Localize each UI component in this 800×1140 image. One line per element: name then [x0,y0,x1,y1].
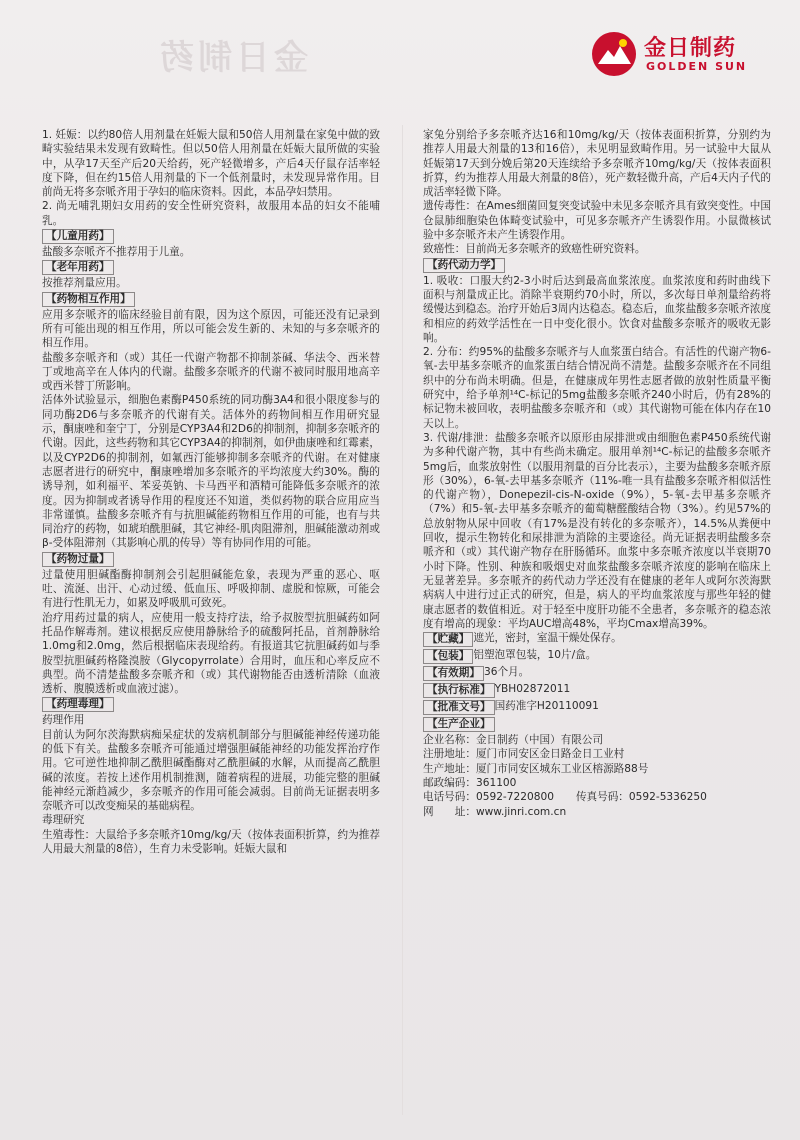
golden-sun-mountain-icon [590,30,638,78]
pharmacology-subheading: 药理作用 [42,714,85,727]
website-label: 网 址： [423,805,476,818]
registered-address-value: 厦门市同安区金日路金日工业村 [475,748,625,761]
distribution-paragraph: 2. 分布：约95%的盐酸多奈哌齐与人血浆蛋白结合。有活性的代谢产物6-氧-去甲基多奈哌齐的血浆蛋白结合情况尚不清楚。盐酸多奈哌齐在不同组织中的分布尚未明确。但是，在健康成年男性志愿者做的放射性质量平衡研究中，给予单剂¹⁴C-标记的5mg盐酸多奈哌齐240小时后，仍有28%的标记物未被回收，表明盐酸多奈哌齐和（或）其代谢物可能在体内存在10天以上。 [423,346,771,430]
overdose-paragraph-2: 治疗用药过量的病人，应使用一般支持疗法，给予叔胺型抗胆碱药如阿托品作解毒剂。建议根据反应使用静脉给予的硫酸阿托品，首剂静脉给1.0mg和2.0mg，然后根据临床表现给药。有报道其它抗胆碱药如与季胺型抗胆碱药格隆溴胺（Glycopyrrolate）合用时，血压和心率反应不典型。尚不清楚盐酸多奈哌齐和（或）其代谢物能否由透析清除（血液透析、腹膜透析或血液过滤）。 [42,611,380,696]
website-row [423,805,771,819]
logo-english-name: GOLDEN SUN [646,60,748,73]
pharmacology-paragraph: 目前认为阿尔茨海默病痴呆症状的发病机制部分与胆碱能神经传递功能的低下有关。盐酸多奈哌齐可能通过增强胆碱能神经的功能发挥治疗作用。它可逆性地抑制乙酰胆碱酯酶对乙酰胆碱的水解，从而提高乙酰胆碱的浓度。若按上述作用机制推测，随着病程的进展，功能完整的胆碱能神经元渐趋减少，多奈哌齐的作用可能会减弱。目前尚无证据表明多奈哌齐可以改变痴呆的基础病程。 [42,728,380,813]
standard-value: YBH02872011 [494,683,571,696]
section-heading-validity: 【有效期】 [423,666,484,681]
company-logo [590,28,780,83]
phone-label: 电话号码： [423,791,476,804]
storage-row [423,631,771,648]
section-heading-elderly: 【老年用药】 [42,260,114,275]
section-heading-package: 【包装】 [423,649,473,664]
logo-chinese-name: 金日制药 [644,36,737,61]
zip-row [423,776,771,790]
section-heading-approval: 【批准文号】 [423,700,495,715]
toxicology-paragraph: 生殖毒性：大鼠给予多奈哌齐10mg/kg/天（按体表面积折算，约为推荐人用最大剂量的8倍），生育力未受影响。妊娠大鼠和 [42,828,380,856]
package-row [423,648,771,665]
interactions-paragraph-1: 应用多奈哌齐的临床经验目前有限，因为这个原因，可能还没有记录到所有可能出现的相互作用，所以可能会发生新的、未知的与多奈哌齐的相互作用。 [42,308,380,350]
section-heading-storage: 【贮藏】 [423,632,473,647]
section-heading-pharmacokinetics: 【药代动力学】 [423,258,505,273]
lactation-paragraph: 2. 尚无哺乳期妇女用药的安全性研究资料，故服用本品的妇女不能哺乳。 [42,200,380,227]
fax-label: 传真号码： [575,791,629,804]
registered-address-row [423,747,771,761]
fax-value: 0592-5336250 [628,791,707,804]
genotoxicity-paragraph: 遗传毒性：在Ames细菌回复突变试验中未见多奈哌齐具有致突变性。中国仓鼠肺细胞染色体畸变试验中，可见多奈哌齐产生诱裂作用。小鼠微核试验中多奈哌齐未产生诱裂作用。 [423,200,771,242]
phone-entry [423,790,554,804]
section-heading-pharmacology-toxicology: 【药理毒理】 [42,697,114,712]
absorption-paragraph: 1. 吸收：口服大约2-3小时后达到最高血浆浓度。血浆浓度和药时曲线下面积与剂量成正比。消除半衰期约70小时，所以，多次每日单剂量给药将缓慢达到稳态。治疗开始后3周内达稳态。稳态后，血浆盐酸多奈哌齐浓度和相应的药效学活性在一日中变化很小。饮食对盐酸多奈哌齐的吸收无影响。 [423,274,771,344]
carcinogenicity-paragraph: 致癌性：目前尚无多奈哌齐的致癌性研究资料。 [423,243,646,256]
toxicology-continued-paragraph: 家兔分别给予多奈哌齐达16和10mg/kg/天（按体表面积折算，分别约为推荐人用最大剂量的13和16倍），未见明显致畸作用。另一试验中大鼠从妊娠第17天到分娩后第20天连续给予多奈哌齐10mg/kg/天（按体表面积折算，约为推荐人用最大剂量的8倍），死产数轻微升高，产后4天内子代的成活率轻微下降。 [423,129,771,199]
validity-row [423,665,771,682]
company-label: 企业名称： [423,734,476,747]
zip-label: 邮政编码： [423,776,476,789]
phone-value: 0592-7220800 [475,791,554,804]
ghost-header-text: 金日制药 [156,38,308,78]
section-heading-overdose: 【药物过量】 [42,552,114,567]
children-paragraph: 盐酸多奈哌齐不推荐用于儿童。 [42,246,191,259]
validity-value: 36个月。 [483,666,530,679]
package-value: 铝塑泡罩包装，10片/盒。 [473,649,597,662]
elderly-paragraph: 按推荐剂量应用。 [42,277,127,290]
storage-value: 遮光，密封，室温干燥处保存。 [473,632,622,645]
phone-fax-row [423,790,771,804]
production-address-value: 厦门市同安区城东工业区榕源路88号 [475,762,649,775]
production-address-row [423,762,771,776]
pregnancy-paragraph: 1. 妊娠：以约80倍人用剂量在妊娠大鼠和50倍人用剂量在家兔中做的致畸实验结果未发现有致畸性。但以50倍人用剂量在妊娠大鼠所做的实验中，从孕17天至产后20天给药，死产轻微增多，产后4天仔鼠存活率轻度下降，但在约15倍人用剂量的下一个低剂量时，未发现异常作用。目前尚无将多奈哌齐用于孕妇的临床资料。因此，本品孕妇禁用。 [42,129,380,199]
fax-entry [576,790,707,804]
registered-address-label: 注册地址： [423,748,476,761]
interactions-paragraph-3: 活体外试验显示，细胞色素酶P450系统的同功酶3A4和很小限度参与的同功酶2D6与多奈哌齐的代谢有关。活体外的药物间相互作用研究显示，酮康唑和奎宁丁，分别是CYP3A4和2D6的抑制剂，抑制多奈哌齐的代谢。因此，这些药物和其它CYP3A4的抑制剂，如伊曲康唑和红霉素，以及CYP2D6的抑制剂，如氟西汀能够抑制多奈哌齐的代谢。在对健康志愿者进行的研究中，酮康唑增加多奈哌齐的平均浓度大约30%。酶的诱导剂，如利福平、苯妥英钠、卡马西平和酒精可能降低多奈哌齐的浓度。因为抑制或者诱导作用的程度还不知道，类似药物的联合应用应当非常谨慎。盐酸多奈哌齐有与抗胆碱能药物相互作用的可能，也有与共同治疗的药物，如琥珀酰胆碱，其它神经-肌肉阻滞剂，胆碱能激动剂或β-受体阻滞剂（其影响心肌的传导）等有协同作用的可能。 [42,394,380,550]
left-column [42,128,380,856]
metabolism-excretion-paragraph: 3. 代谢/排泄：盐酸多奈哌齐以原形由尿排泄或由细胞色素P450系统代谢为多种代谢产物，其中有些尚未确定。服用单剂¹⁴C-标记的盐酸多奈哌齐5mg后，血浆放射性（以服用剂量的百分比表示），主要为盐酸多奈哌齐原形（30%），6-氧-去甲基多奈哌齐（11%-唯一具有盐酸多奈哌齐相似活性的代谢产物），Donepezil-cis-N-oxide（9%），5-氧-去甲基多奈哌齐（7%）和5-氧-去甲基多奈哌齐的葡萄糖醛酸结合物（3%）。约见57%的总放射物从尿中回收（有17%是没有转化的多奈哌齐），14.5%从粪便中回收，提示生物转化和尿排泄为消除的主要途径。尚无证据表明盐酸多奈哌齐和（或）其代谢产物存在肝肠循环。血浆中多奈哌齐浓度以半衰期70小时下降。性别、种族和吸烟史对血浆盐酸多奈哌齐浓度的影响在临床上无显著差异。多奈哌齐的药代动力学还没有在健康的老年人或阿尔茨海默病病人中进行过正式的研究，但是，病人的平均血浆浓度与那些年轻的健康志愿者的数值相近。对于轻至中度肝功能不全患者，多奈哌齐的稳态浓度有增高的现象：平均AUC增高48%，平均Cmax增高39%。 [423,431,771,630]
section-heading-standard: 【执行标准】 [423,683,495,698]
toxicology-subheading: 毒理研究 [42,814,85,827]
section-heading-children: 【儿童用药】 [42,229,114,244]
company-row [423,733,771,747]
company-value: 金日制药（中国）有限公司 [475,734,604,747]
zip-value: 361100 [475,776,517,789]
approval-value: 国药准字H20110091 [494,700,599,713]
standard-row [423,682,771,699]
overdose-paragraph-1: 过量使用胆碱酯酶抑制剂会引起胆碱能危象，表现为严重的恶心、呕吐、流涎、出汗、心动过缓、低血压、呼吸抑制、虚脱和惊厥，可能会有进行性肌无力，如累及呼吸肌可致死。 [42,568,380,610]
approval-row [423,699,771,716]
website-value: www.jinri.com.cn [475,805,567,818]
section-heading-manufacturer: 【生产企业】 [423,717,495,732]
section-heading-interactions: 【药物相互作用】 [42,292,135,307]
column-divider [402,125,403,1115]
interactions-paragraph-2: 盐酸多奈哌齐和（或）其任一代谢产物都不抑制茶碱、华法令、西米替丁或地高辛在人体内的代谢。盐酸多奈哌齐的代谢不被同时服用地高辛或西米替丁所影响。 [42,351,380,393]
production-address-label: 生产地址： [423,762,476,775]
right-column [423,128,771,819]
